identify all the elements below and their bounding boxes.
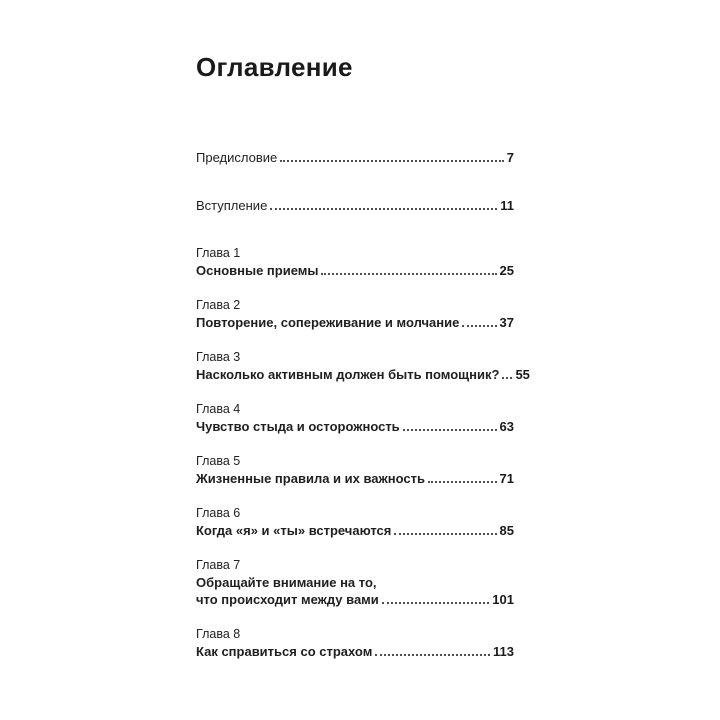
entry-title: Как справиться со страхом <box>196 644 373 659</box>
page-number: 71 <box>499 471 514 486</box>
dot-leader <box>403 429 497 431</box>
toc-entry-row <box>196 643 514 660</box>
toc-entry <box>196 453 514 487</box>
toc-entry <box>196 349 530 383</box>
entry-title: Насколько активным должен быть помощник? <box>196 367 500 382</box>
dot-leader <box>394 533 496 535</box>
page-title: Оглавление <box>196 52 353 82</box>
dot-leader <box>502 377 512 379</box>
chapter-label: Глава 3 <box>196 350 241 364</box>
toc-entry-row <box>196 591 514 608</box>
chapter-label: Глава 4 <box>196 402 241 416</box>
chapter-label: Глава 5 <box>196 454 241 468</box>
chapter-label: Глава 8 <box>196 627 241 641</box>
entry-title: Основные приемы <box>196 263 319 278</box>
toc-entry-row <box>196 470 514 487</box>
toc-entry <box>196 626 514 660</box>
chapter-label: Глава 6 <box>196 506 241 520</box>
toc-entry-row <box>196 366 530 383</box>
chapter-label: Глава 7 <box>196 558 241 572</box>
toc-entry <box>196 505 514 539</box>
dot-leader <box>428 481 497 483</box>
page-number: 101 <box>492 592 514 607</box>
toc-entry <box>196 297 514 331</box>
entry-title: Чувство стыда и осторожность <box>196 419 400 434</box>
toc-content <box>196 52 530 660</box>
entry-title: Жизненные правила и их важность <box>196 471 425 486</box>
dot-leader <box>382 602 490 604</box>
entry-title: Когда «я» и «ты» встречаются <box>196 523 392 538</box>
entry-title: что происходит между вами <box>196 592 379 607</box>
page-number: 113 <box>493 644 514 659</box>
page-number: 25 <box>499 263 514 278</box>
dot-leader <box>270 208 497 210</box>
page-number: 55 <box>515 367 530 382</box>
entry-title: Обращайте внимание на то, <box>196 575 377 590</box>
entry-title: Повторение, сопереживание и молчание <box>196 315 460 330</box>
entry-title: Вступление <box>196 198 268 213</box>
toc-entry-row <box>196 197 514 214</box>
toc-list <box>196 149 530 660</box>
dot-leader <box>321 273 496 275</box>
chapter-label: Глава 2 <box>196 298 241 312</box>
toc-entry-row <box>196 314 514 331</box>
page-number: 63 <box>499 419 514 434</box>
dot-leader <box>280 160 504 162</box>
chapter-label: Глава 1 <box>196 246 241 260</box>
toc-entry <box>196 401 514 435</box>
toc-entry-row <box>196 149 514 166</box>
toc-entry-row <box>196 262 514 279</box>
page-number: 11 <box>500 198 514 213</box>
toc-entry-row <box>196 418 514 435</box>
entry-title: Предисловие <box>196 150 278 165</box>
dot-leader <box>462 325 496 327</box>
toc-entry-row <box>196 522 514 539</box>
page-number: 37 <box>499 315 514 330</box>
page-number: 7 <box>506 150 514 165</box>
toc-entry <box>196 149 514 166</box>
toc-entry <box>196 197 514 214</box>
toc-entry-row <box>196 574 514 591</box>
dot-leader <box>375 654 490 656</box>
toc-entry <box>196 245 514 279</box>
page-number: 85 <box>499 523 514 538</box>
toc-entry <box>196 557 514 608</box>
